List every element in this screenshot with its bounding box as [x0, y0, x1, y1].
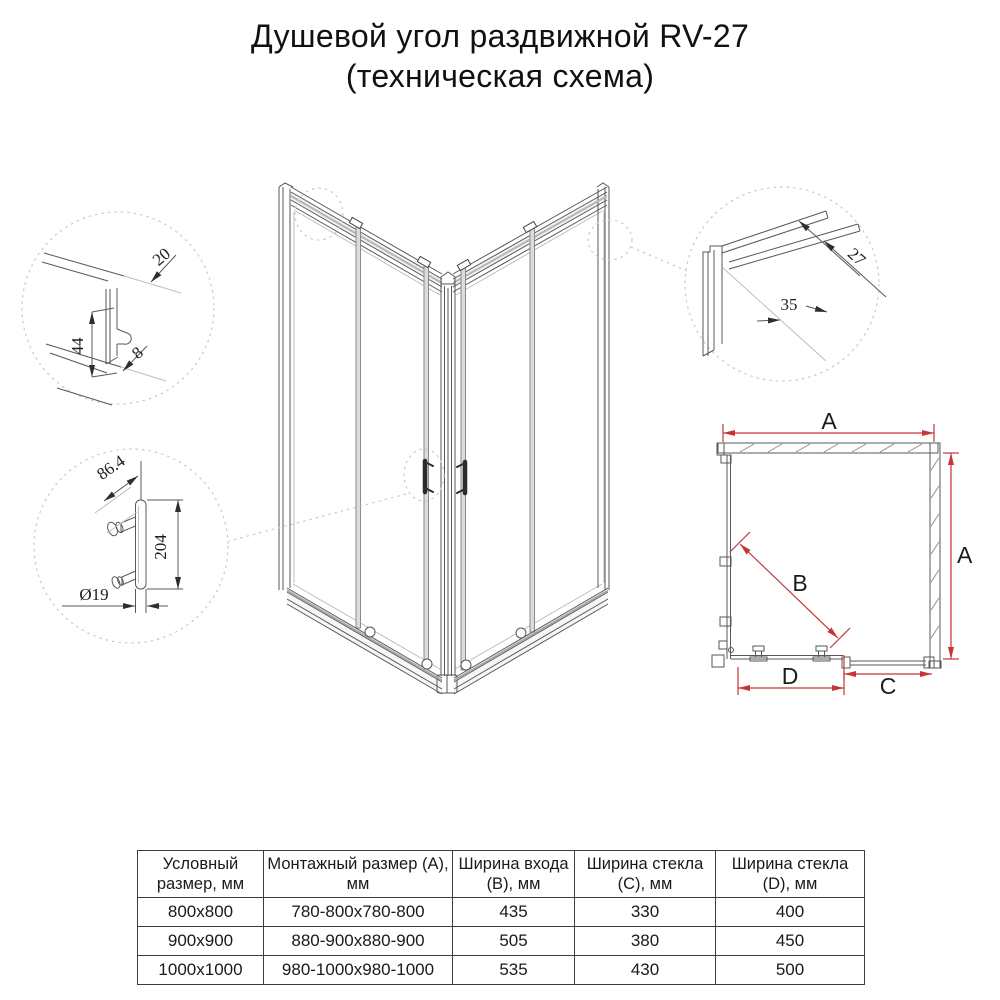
isometric-shower-view — [229, 183, 687, 694]
col-header-mounting-size-a: Монтажный размер (A), мм — [264, 851, 453, 898]
table-row — [138, 898, 865, 927]
dim-44: 44 — [68, 337, 87, 355]
col-header-glass-width-c: Ширина стекла (C), мм — [575, 851, 716, 898]
table-row — [138, 927, 865, 956]
cell-entry: 505 — [453, 927, 575, 956]
dim-8: 8 — [128, 342, 147, 363]
cell-glass-c: 330 — [575, 898, 716, 927]
dim-diameter-19: Ø19 — [79, 585, 109, 604]
detail-handle — [34, 449, 228, 643]
col-header-nominal-size: Условный размер, мм — [138, 851, 264, 898]
cell-entry: 535 — [453, 956, 575, 985]
cell-mounting: 780-800x780-800 — [264, 898, 453, 927]
size-table-header — [138, 851, 865, 898]
plan-dim-B: B — [792, 570, 808, 596]
cell-mounting: 980-1000x980-1000 — [264, 956, 453, 985]
cell-size: 900x900 — [138, 927, 264, 956]
cell-size: 800x800 — [138, 898, 264, 927]
cell-glass-d: 400 — [716, 898, 865, 927]
col-header-entry-width-b: Ширина входа (B), мм — [453, 851, 575, 898]
table-row — [138, 956, 865, 985]
col-header-glass-width-d: Ширина стекла (D), мм — [716, 851, 865, 898]
detail-wall-profile — [685, 187, 886, 381]
plan-view — [712, 408, 973, 699]
size-table — [137, 850, 865, 985]
title-line2: (техническая схема) — [345, 58, 655, 94]
plan-dim-A-top: A — [821, 408, 837, 434]
plan-dim-D: D — [781, 663, 799, 689]
plan-dim-C: C — [879, 673, 897, 699]
dim-27: 27 — [844, 244, 870, 270]
cell-mounting: 880-900x880-900 — [264, 927, 453, 956]
dim-35: 35 — [780, 295, 798, 314]
cell-glass-d: 500 — [716, 956, 865, 985]
cell-entry: 435 — [453, 898, 575, 927]
dim-20: 20 — [148, 244, 175, 270]
dim-204: 204 — [151, 534, 170, 560]
dim-86-4: 86.4 — [93, 451, 129, 484]
title-line1: Душевой угол раздвижной RV-27 — [250, 18, 750, 54]
cell-glass-d: 450 — [716, 927, 865, 956]
cell-glass-c: 380 — [575, 927, 716, 956]
plan-dim-A-right: A — [957, 542, 973, 568]
callout-wall-profile — [588, 220, 632, 260]
cell-glass-c: 430 — [575, 956, 716, 985]
cell-size: 1000x1000 — [138, 956, 264, 985]
detail-top-rail-profile — [22, 212, 214, 405]
